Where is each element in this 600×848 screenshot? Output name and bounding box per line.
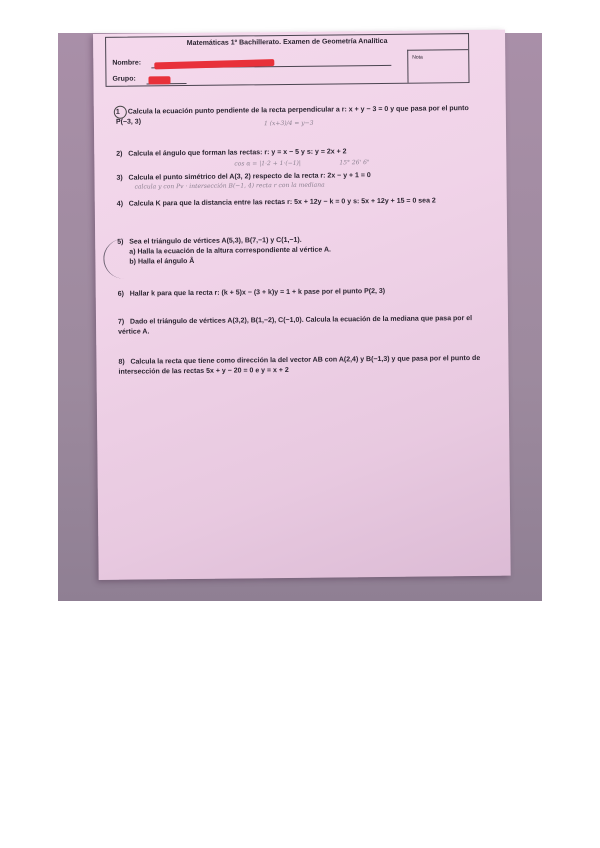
question-7 <box>118 314 480 338</box>
question-text: Sea el triángulo de vértices A(5,3), B(7,−1) y C(1,−1). <box>129 236 302 246</box>
exam-sheet <box>93 30 511 580</box>
grade-label: Nota <box>412 54 423 61</box>
redacted-group <box>148 76 170 84</box>
grade-box <box>407 49 468 83</box>
question-number: 5) <box>117 238 124 246</box>
question-number: 2) <box>116 150 123 158</box>
question-number: 3) <box>116 174 123 182</box>
handwriting-q1: 1 (x+3)/4 = y−3 <box>263 119 314 128</box>
question-number: 4) <box>116 200 124 208</box>
question-4 <box>117 196 479 210</box>
question-text: Calcula K para que la distancia entre las rectas r: 5x + 12y − k = 0 y s: 5x + 12y + 15 = 0 sea 2 <box>128 197 436 208</box>
handwriting-q2-angle: 15° 26' 6" <box>339 159 370 167</box>
question-8 <box>118 354 480 378</box>
question-number: 6) <box>117 290 124 298</box>
question-text: Dado el triángulo de vértices A(3,2), B(1,−2), C(−1,0). Calcula la ecuación de la mediana que pasa por el vértice A. <box>118 315 473 336</box>
question-text: Hallar k para que la recta r: (k + 5)x − (3 + k)y = 1 + k pase por el punto P(2, 3) <box>129 287 386 298</box>
question-text: Calcula el ángulo que forman las rectas: r: y = x − 5 y s: y = 2x + 2 <box>128 148 347 158</box>
question-number: 1 <box>115 108 120 116</box>
question-text: Calcula la ecuación punto pendiente de la recta perpendicular a r: x + y − 3 = 0 y que pasa por el punto P(−3, 3) <box>115 105 469 126</box>
question-subpart: b) Halla el ángulo Â <box>129 257 195 266</box>
question-6 <box>118 286 480 300</box>
question-2 <box>116 146 478 160</box>
question-number: 8) <box>118 358 125 366</box>
group-label: Grupo: <box>112 75 136 83</box>
handwriting-q2: cos α = |1·2 + 1·(−1)| <box>234 159 301 168</box>
exam-header <box>105 33 470 87</box>
question-number: 7) <box>117 318 125 326</box>
exam-title: Matemáticas 1º Bachillerato. Examen de Geometría Analítica <box>186 37 388 48</box>
redacted-name <box>154 59 274 69</box>
handwriting-q3: calcula y con Pv · intersección B(−1, 4) recta r con la mediana <box>134 181 325 191</box>
question-text: Calcula la recta que tiene como dirección la del vector AB con A(2,4) y B(−1,3) y que pasa por el punto de intersección de las rectas 5x + y − 20 = 0 e y = x + 2 <box>118 354 481 376</box>
question-subpart: a) Halla la ecuación de la altura correspondiente al vértice A. <box>129 246 331 256</box>
question-text: Calcula el punto simétrico del A(3, 2) respecto de la recta r: 2x − y + 1 = 0 <box>128 172 371 182</box>
name-label: Nombre: <box>112 59 142 67</box>
question-5 <box>117 234 479 268</box>
